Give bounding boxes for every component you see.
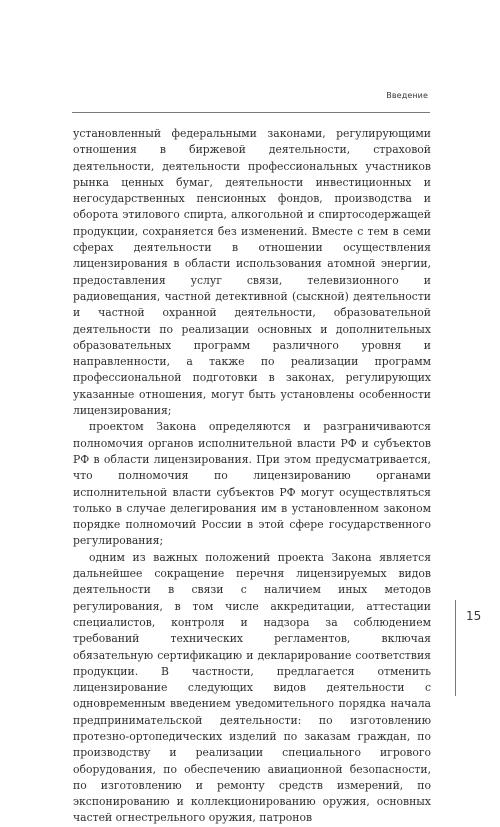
paragraph-licensing-powers: проектом Закона определяются и разграничиваются полномочия органов исполнительной власти РФ и субъектов РФ в области лицензирования. При этом предусматривается, что полномочия по лицензированию органами исполнительной власти субъектов РФ могут осуществляться только в случае делегирования им в установленном законом порядке полномочий России в этой сфере государственного регулирования; [73, 420, 431, 548]
body-text [73, 126, 431, 827]
paragraph-licensing-reduction: одним из важных положений проекта Закона является дальнейшее сокращение перечня лицензируемых видов деятельности в связи с наличием иных методов регулирования, в том числе аккредитации, аттестации специалистов, контроля и надзора за соблюдением требований технических регламентов, включая обязательную сертификацию и декларирование соответствия продукции. В частности, предлагается отменить лицензирование следующих видов деятельности с одновременным введением уведомительного порядка начала предпринимательской деятельности: по изготовлению протезно-ортопедических изделий по заказам граждан, по производству и реализации специального игрового оборудования, по обеспечению авиационной безопасности, по изготовлению и ремонту средств измерений, по экспонированию и коллекционированию оружия, основных частей огнестрельного оружия, патронов [73, 550, 431, 825]
header-rule [72, 112, 430, 113]
running-head: Введение [386, 91, 428, 100]
page-number: 15 [466, 609, 482, 623]
page-side-rule [455, 600, 456, 696]
paragraph-continuation: установленный федеральными законами, регулирующими отношения в биржевой деятельности, страховой деятельности, деятельности профессиональных участников рынка ценных бумаг, деятельности инвестиционных и негосударственных пенсионных фондов, производства и оборота этилового спирта, алкогольной и спиртосодержащей продукции, сохраняется без изменений. Вместе с тем в семи сферах деятельности в отношении осуществления лицензирования в области использования атомной энергии, предоставления услуг связи, телевизионного и радиовещания, частной детективной (сыскной) деятельности и частной охранной деятельности, образовательной деятельности по реализации основных и дополнительных образовательных программ различного уровня и направленности, а также по реализации программ профессиональной подготовки в законах, регулирующих указанные отношения, могут быть установлены особенности лицензирования; [73, 127, 431, 418]
